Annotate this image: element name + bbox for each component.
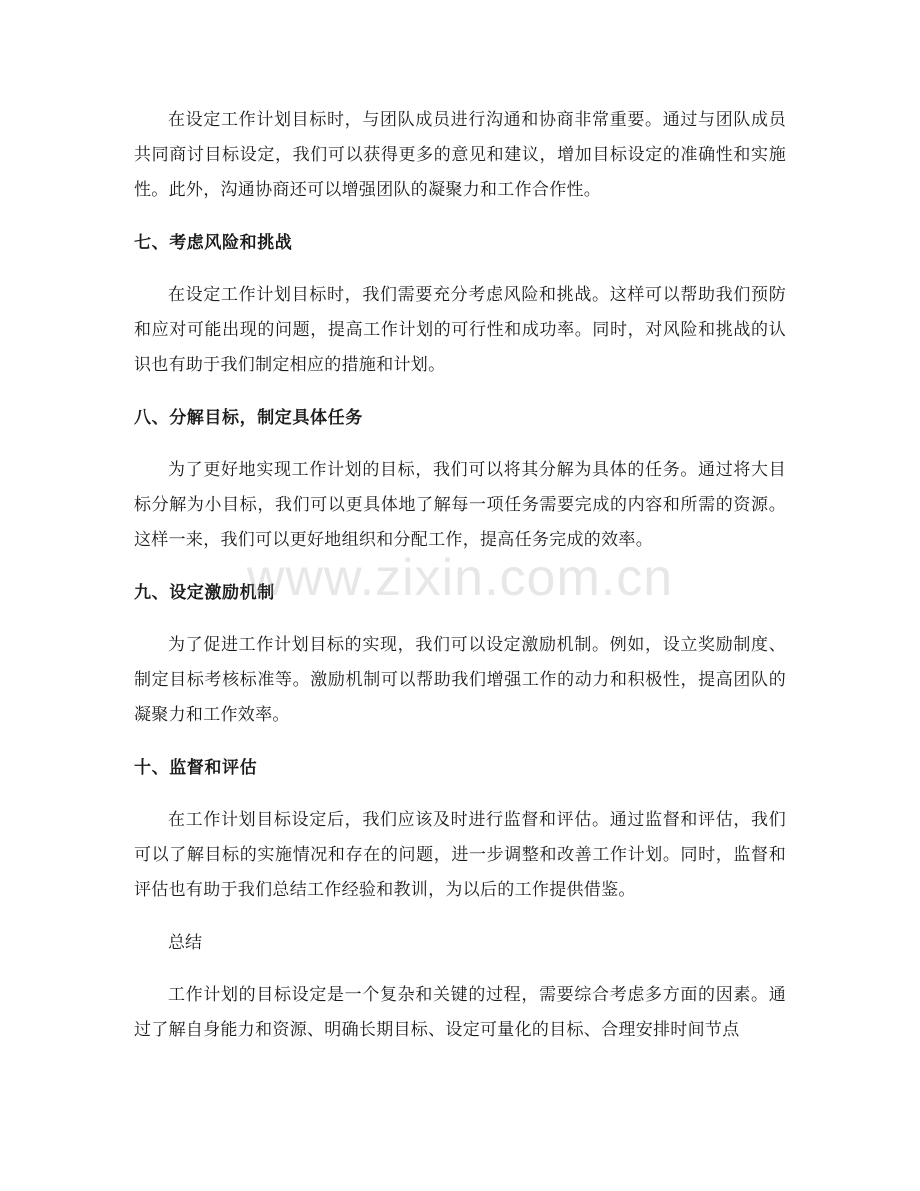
watermark: www.zixin.com.cn	[246, 549, 674, 607]
paragraph-decompose: 为了更好地实现工作计划的目标，我们可以将其分解为具体的任务。通过将大目标分解为小目标，我们可以更具体地了解每一项任务需要完成的内容和所需的资源。这样一来，我们可以更好地组织和分配工作，提高任务完成的效率。	[134, 460, 786, 550]
section-heading-8: 八、分解目标，制定具体任务	[134, 408, 363, 428]
paragraph-risks: 在设定工作计划目标时，我们需要充分考虑风险和挑战。这样可以帮助我们预防和应对可能出现的问题，提高工作计划的可行性和成功率。同时，对风险和挑战的认识也有助于我们制定相应的措施和计划。	[134, 285, 786, 375]
section-heading-9: 九、设定激励机制	[134, 583, 275, 603]
paragraph-team-communication: 在设定工作计划目标时，与团队成员进行沟通和协商非常重要。通过与团队成员共同商讨目标设定，我们可以获得更多的意见和建议，增加目标设定的准确性和实施性。此外，沟通协商还可以增强团队的凝聚力和工作合作性。	[134, 110, 786, 200]
paragraph-incentives: 为了促进工作计划目标的实现，我们可以设定激励机制。例如，设立奖励制度、制定目标考核标准等。激励机制可以帮助我们增强工作的动力和积极性，提高团队的凝聚力和工作效率。	[134, 635, 786, 725]
paragraph-monitoring: 在工作计划目标设定后，我们应该及时进行监督和评估。通过监督和评估，我们可以了解目标的实施情况和存在的问题，进一步调整和改善工作计划。同时，监督和评估也有助于我们总结工作经验和教训，为以后的工作提供借鉴。	[134, 810, 786, 900]
document-body	[134, 103, 786, 1048]
summary-label: 总结	[168, 933, 202, 953]
section-heading-10: 十、监督和评估	[134, 758, 258, 778]
section-heading-7: 七、考虑风险和挑战	[134, 233, 293, 253]
paragraph-summary: 工作计划的目标设定是一个复杂和关键的过程，需要综合考虑多方面的因素。通过了解自身能力和资源、明确长期目标、设定可量化的目标、合理安排时间节点	[134, 985, 786, 1040]
